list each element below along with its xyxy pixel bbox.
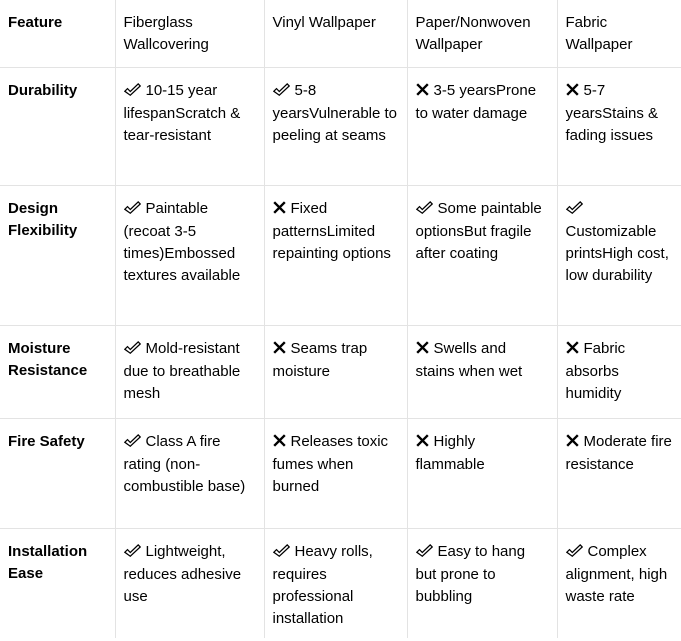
cross-icon	[273, 432, 286, 454]
check-icon	[124, 81, 141, 103]
cell-text: 5-8 yearsVulnerable to peeling at seams	[272, 81, 398, 144]
table-row-durability	[0, 67, 681, 185]
cell-text: Customizable printsHigh cost, low durability	[565, 222, 669, 284]
table-row-design-flexibility	[0, 185, 681, 325]
cell-text: Lightweight, reduces adhesive use	[123, 542, 242, 605]
column-header-fabric-wallpaper: Fabric Wallpaper	[557, 0, 681, 67]
check-icon	[124, 542, 141, 564]
cell-text: Highly flammable	[415, 432, 485, 473]
cell-text: Easy to hang but prone to bubbling	[415, 542, 526, 605]
table-cell	[407, 325, 557, 418]
row-label: Durability	[0, 67, 115, 185]
check-icon	[124, 432, 141, 454]
table-cell	[557, 418, 681, 528]
cell-text: Releases toxic fumes when burned	[272, 432, 389, 495]
table-cell	[407, 418, 557, 528]
check-icon	[273, 81, 290, 103]
row-label: Fire Safety	[0, 418, 115, 528]
table-body	[0, 67, 681, 638]
table-cell	[557, 67, 681, 185]
cross-icon	[273, 339, 286, 361]
cross-icon	[416, 339, 429, 361]
table-cell	[407, 67, 557, 185]
column-header-feature: Feature	[8, 14, 63, 31]
check-icon	[124, 339, 141, 361]
table-cell	[557, 528, 681, 638]
cell-text: 10-15 year lifespanScratch & tear-resistant	[123, 81, 241, 144]
check-icon	[416, 542, 433, 564]
table-cell	[115, 185, 264, 325]
cross-icon	[566, 339, 579, 361]
column-header-paper-nonwoven-wallpaper: Paper/Nonwoven Wallpaper	[407, 0, 557, 67]
cell-text: Class A fire rating (non-combustible base)	[123, 432, 246, 495]
cell-text: Complex alignment, high waste rate	[565, 542, 668, 605]
cell-text: 5-7 yearsStains & fading issues	[565, 81, 659, 144]
header-row	[0, 0, 681, 67]
table-cell	[264, 528, 407, 638]
cell-text: Some paintable optionsBut fragile after coating	[415, 199, 542, 262]
cell-text: Moderate fire resistance	[565, 432, 672, 473]
table-cell	[115, 325, 264, 418]
cell-text: Heavy rolls, requires professional installation	[272, 542, 373, 627]
table-cell	[264, 325, 407, 418]
table-cell	[264, 185, 407, 325]
check-icon	[416, 199, 433, 221]
table-cell	[407, 528, 557, 638]
cell-text: Fabric absorbs humidity	[565, 339, 626, 402]
column-header-fiberglass-wallcovering: Fiberglass Wallcovering	[115, 0, 264, 67]
table-cell	[264, 418, 407, 528]
table-row-moisture-resistance	[0, 325, 681, 418]
cell-text: Paintable (recoat 3-5 times)Embossed textures available	[123, 199, 241, 284]
cross-icon	[273, 199, 286, 221]
cell-text: 3-5 yearsProne to water damage	[415, 81, 537, 122]
table-cell	[407, 185, 557, 325]
row-label: Installation Ease	[0, 528, 115, 638]
cell-text: Swells and stains when wet	[415, 339, 523, 380]
column-header-vinyl-wallpaper: Vinyl Wallpaper	[264, 0, 407, 67]
table-header	[0, 0, 681, 67]
cross-icon	[416, 81, 429, 103]
table-cell	[115, 528, 264, 638]
table-row-fire-safety	[0, 418, 681, 528]
table-cell	[115, 418, 264, 528]
check-icon	[124, 199, 141, 221]
row-label: Design Flexibility	[0, 185, 115, 325]
cell-text: Fixed patternsLimited repainting options	[272, 199, 391, 262]
cell-text: Seams trap moisture	[272, 339, 368, 380]
check-icon	[273, 542, 290, 564]
cell-text: Mold-resistant due to breathable mesh	[123, 339, 241, 402]
check-icon	[566, 542, 583, 564]
table-cell	[557, 185, 681, 325]
cross-icon	[566, 432, 579, 454]
table-row-installation-ease	[0, 528, 681, 638]
table-cell	[115, 67, 264, 185]
table-cell	[557, 325, 681, 418]
cross-icon	[416, 432, 429, 454]
check-icon	[566, 199, 583, 221]
row-label: Moisture Resistance	[0, 325, 115, 418]
cross-icon	[566, 81, 579, 103]
table-cell	[264, 67, 407, 185]
